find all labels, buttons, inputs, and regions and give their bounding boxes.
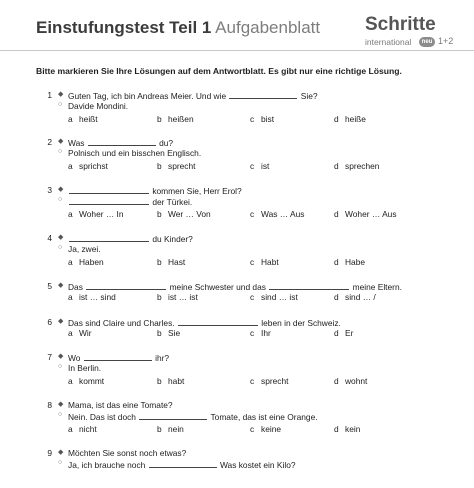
- question-9: [0, 448, 474, 488]
- option-d: d sprechen: [334, 161, 380, 171]
- option-b: b Wer … Von: [157, 209, 211, 219]
- diamond-icon: ◆: [58, 401, 64, 408]
- answer-gap: [69, 185, 149, 194]
- option-c: c Habt: [250, 257, 279, 267]
- option-b: b nein: [157, 424, 184, 434]
- option-d: d Habe: [334, 257, 366, 267]
- question-prompt: [68, 281, 402, 292]
- answer-gap: [88, 137, 156, 146]
- question-number: 1: [47, 90, 52, 100]
- question-prompt: [68, 185, 242, 196]
- question-number: 9: [47, 448, 52, 458]
- question-7: [0, 352, 474, 392]
- prompt-text: Was: [68, 138, 85, 148]
- prompt-text-2: du Kinder?: [152, 234, 193, 244]
- option-c: c keine: [250, 424, 282, 434]
- answer-gap-2: [269, 281, 349, 290]
- option-d: d sind … /: [334, 292, 376, 302]
- diamond-icon: ◆: [58, 353, 64, 360]
- prompt-text: Das: [68, 282, 83, 292]
- option-b: b habt: [157, 376, 185, 386]
- option-c: c Ihr: [250, 328, 271, 338]
- circle-icon: ○: [58, 244, 63, 251]
- option-a: a nicht: [68, 424, 97, 434]
- question-1: [0, 90, 474, 130]
- circle-icon: ○: [58, 148, 63, 155]
- option-a: a Wir: [68, 328, 92, 338]
- answer-gap: [69, 233, 149, 242]
- logo-subtitle: international: [365, 37, 412, 47]
- option-a: a kommt: [68, 376, 105, 386]
- question-number: 5: [47, 281, 52, 291]
- question-prompt: [68, 90, 318, 101]
- prompt-text-2: Sie?: [300, 91, 318, 101]
- question-8: [0, 400, 474, 440]
- question-prompt: Mama, ist das eine Tomate?: [68, 400, 173, 410]
- option-b: b sprecht: [157, 161, 196, 171]
- title-sub: Aufgabenblatt: [215, 18, 321, 37]
- response-text: Polnisch und ein bisschen Englisch.: [68, 148, 202, 158]
- question-3: [0, 185, 474, 225]
- logo-level: 1+2: [438, 36, 454, 46]
- question-number: 6: [47, 317, 52, 327]
- question-prompt: [68, 233, 193, 244]
- prompt-text-2: meine Schwester und das: [169, 282, 266, 292]
- response-line: [68, 459, 296, 470]
- option-c: c ist: [250, 161, 270, 171]
- response-text: der Türkei.: [152, 197, 193, 207]
- option-d: d Woher … Aus: [334, 209, 397, 219]
- option-c: c bist: [250, 114, 275, 124]
- prompt-text-2: kommen Sie, Herr Erol?: [152, 186, 242, 196]
- prompt-text: Wo: [68, 353, 81, 363]
- response-text: Davide Mondini.: [68, 101, 129, 111]
- logo-brand: Schritte: [365, 14, 436, 35]
- option-d: d kein: [334, 424, 361, 434]
- diamond-icon: ◆: [58, 318, 64, 325]
- option-a: a sprichst: [68, 161, 108, 171]
- question-prompt: Möchten Sie sonst noch etwas?: [68, 448, 187, 458]
- response-line: [68, 196, 192, 207]
- prompt-text-2: ihr?: [155, 353, 170, 363]
- schritte-logo: [365, 14, 455, 48]
- question-number: 4: [47, 233, 52, 243]
- response-text: Ja, ich brauche noch: [68, 460, 146, 470]
- instruction-text: Bitte markieren Sie Ihre Lösungen auf dem Antwortblatt. Es gibt nur eine richtige Lösung.: [36, 66, 402, 76]
- option-b: b Hast: [157, 257, 186, 267]
- prompt-text: Das sind Claire und Charles.: [68, 318, 175, 328]
- option-d: d Er: [334, 328, 354, 338]
- circle-icon: ○: [58, 196, 63, 203]
- option-a: a Haben: [68, 257, 104, 267]
- answer-gap: [229, 90, 297, 99]
- option-b: b heißen: [157, 114, 194, 124]
- circle-icon: ○: [58, 459, 63, 466]
- response-line: [68, 411, 318, 422]
- response-text: Nein. Das ist doch: [68, 412, 136, 422]
- header-divider: [0, 50, 474, 51]
- question-6: [0, 317, 474, 357]
- question-prompt: [68, 137, 173, 148]
- circle-icon: ○: [58, 411, 63, 418]
- diamond-icon: ◆: [58, 186, 64, 193]
- diamond-icon: ◆: [58, 282, 64, 289]
- option-b: b Sie: [157, 328, 181, 338]
- question-number: 2: [47, 137, 52, 147]
- prompt-text-2: du?: [159, 138, 174, 148]
- answer-gap: [178, 317, 258, 326]
- question-number: 7: [47, 352, 52, 362]
- answer-gap: [149, 459, 217, 468]
- option-a: a Woher … In: [68, 209, 124, 219]
- diamond-icon: ◆: [58, 138, 64, 145]
- question-prompt: [68, 317, 341, 328]
- option-a: a heißt: [68, 114, 98, 124]
- page-header: [0, 0, 474, 50]
- question-number: 8: [47, 400, 52, 410]
- question-2: [0, 137, 474, 177]
- prompt-text: Guten Tag, ich bin Andreas Meier. Und wie: [68, 91, 227, 101]
- response-text-2: Was kostet ein Kilo?: [219, 460, 296, 470]
- diamond-icon: ◆: [58, 91, 64, 98]
- option-c: c sind … ist: [250, 292, 298, 302]
- option-c: c sprecht: [250, 376, 289, 386]
- prompt-text-2: leben in der Schweiz.: [261, 318, 341, 328]
- question-5: [0, 281, 474, 321]
- page-title: [36, 18, 320, 38]
- response-text-2: Tomate, das ist eine Orange.: [210, 412, 318, 422]
- option-d: d wohnt: [334, 376, 368, 386]
- circle-icon: ○: [58, 363, 63, 370]
- diamond-icon: ◆: [58, 449, 64, 456]
- option-d: d heiße: [334, 114, 366, 124]
- question-4: [0, 233, 474, 273]
- diamond-icon: ◆: [58, 234, 64, 241]
- question-number: 3: [47, 185, 52, 195]
- answer-gap: [86, 281, 166, 290]
- answer-gap: [69, 196, 149, 205]
- option-a: a ist … sind: [68, 292, 116, 302]
- logo-badge: neu: [419, 37, 435, 47]
- response-text: Ja, zwei.: [68, 244, 101, 254]
- option-c: c Was … Aus: [250, 209, 305, 219]
- answer-gap: [139, 411, 207, 420]
- question-prompt: [68, 352, 169, 363]
- prompt-text-3: meine Eltern.: [352, 282, 402, 292]
- option-b: b ist … ist: [157, 292, 198, 302]
- title-main: Einstufungstest Teil 1: [36, 18, 212, 37]
- response-text: In Berlin.: [68, 363, 102, 373]
- circle-icon: ○: [58, 101, 63, 108]
- answer-gap: [84, 352, 152, 361]
